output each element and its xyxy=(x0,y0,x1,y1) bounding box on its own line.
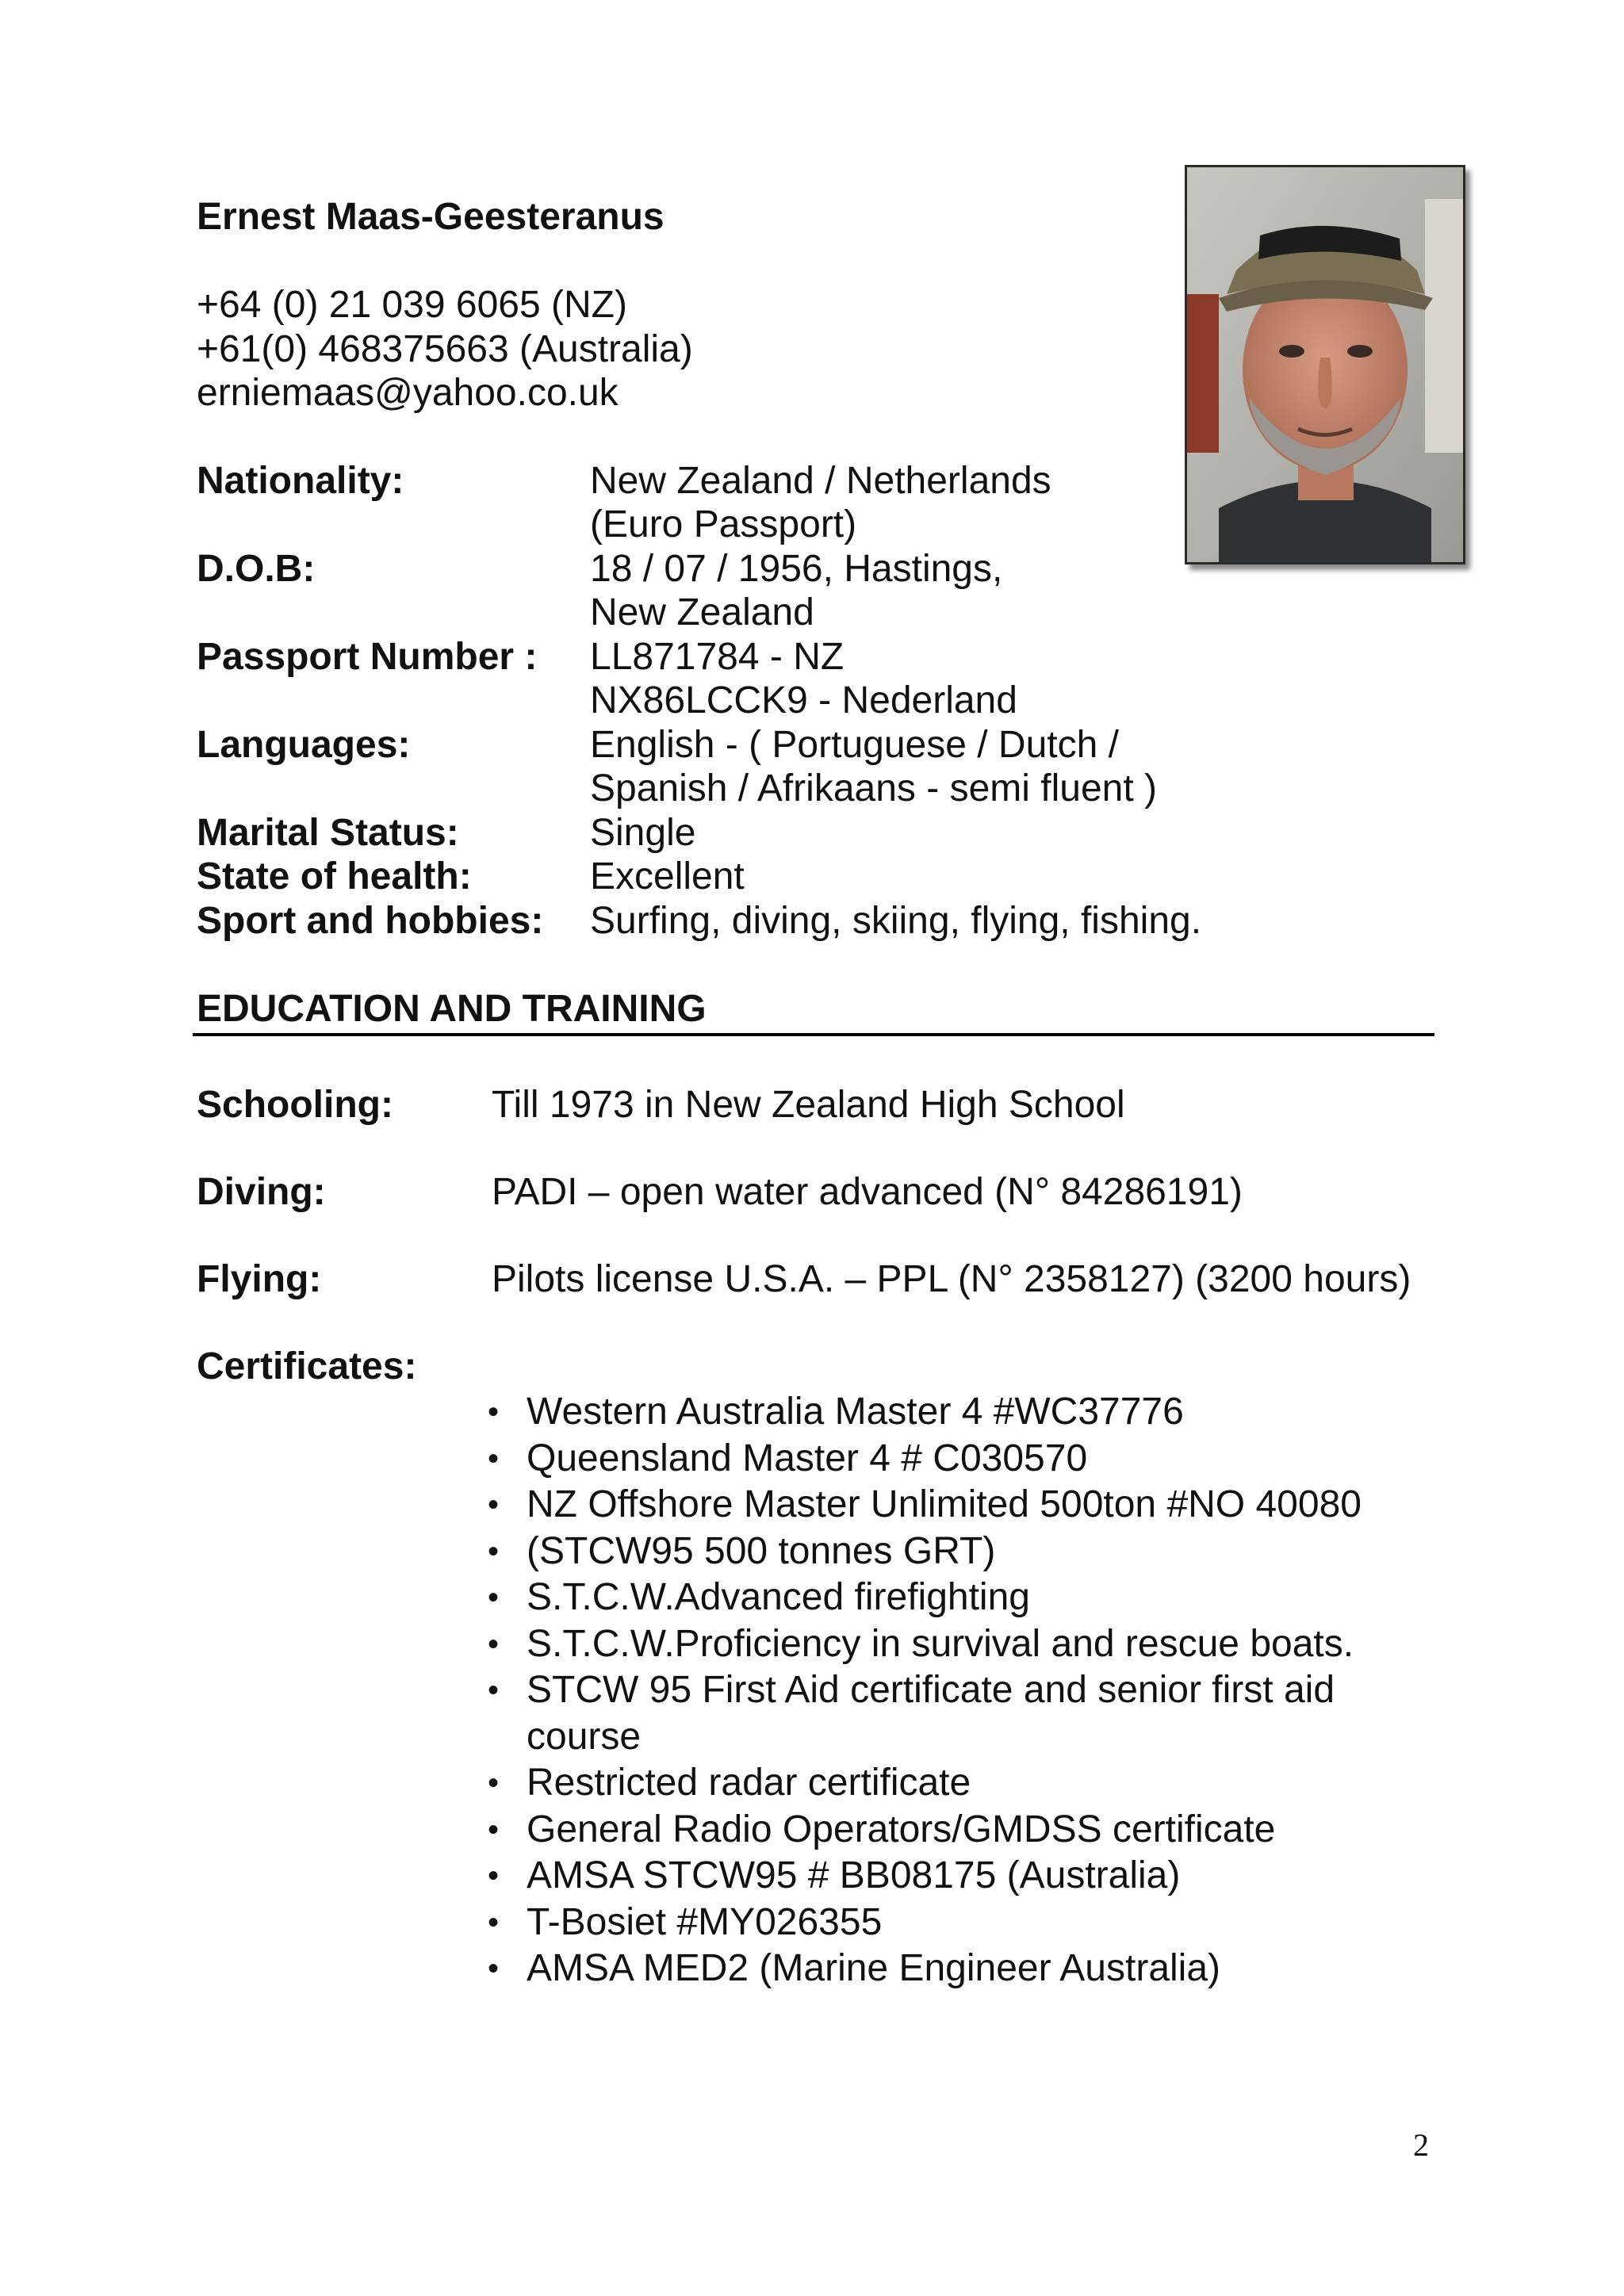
bullet-icon: • xyxy=(488,1395,500,1429)
nationality-value-cont: (Euro Passport) xyxy=(590,503,857,545)
certificate-text: S.T.C.W.Advanced firefighting xyxy=(527,1576,1030,1618)
email: erniemaas@yahoo.co.uk xyxy=(197,372,619,414)
passport-value: LL871784 - NZ xyxy=(590,636,845,678)
passport-label: Passport Number : xyxy=(197,636,538,678)
certificate-text: (STCW95 500 tonnes GRT) xyxy=(527,1529,996,1572)
bullet-icon: • xyxy=(488,1580,500,1615)
certificate-text: AMSA STCW95 # BB08175 (Australia) xyxy=(527,1854,1181,1896)
bullet-icon: • xyxy=(488,1951,500,1986)
certificate-text: Restricted radar certificate xyxy=(527,1762,971,1804)
certificate-item xyxy=(488,1667,1438,1760)
languages-label: Languages: xyxy=(197,724,411,766)
portrait-image xyxy=(1187,167,1463,562)
certificates-label: Certificates: xyxy=(197,1345,417,1387)
bullet-icon: • xyxy=(488,1812,500,1847)
schooling-label: Schooling: xyxy=(197,1084,393,1126)
dob-label: D.O.B: xyxy=(197,548,316,590)
nationality-label: Nationality: xyxy=(197,460,404,502)
certificate-text: General Radio Operators/GMDSS certificate xyxy=(527,1808,1276,1850)
diving-label: Diving: xyxy=(197,1171,326,1213)
certificate-text: AMSA MED2 (Marine Engineer Australia) xyxy=(527,1947,1221,1989)
certificate-item xyxy=(488,1621,1455,1668)
marital-label: Marital Status: xyxy=(197,812,459,854)
hobbies-label: Sport and hobbies: xyxy=(197,900,544,942)
certificate-item xyxy=(488,1807,1455,1854)
certificate-item xyxy=(488,1760,1455,1807)
certificate-item xyxy=(488,1436,1455,1483)
certificate-item xyxy=(488,1946,1455,1992)
health-value: Excellent xyxy=(590,855,745,897)
certificate-item xyxy=(488,1575,1455,1621)
languages-value: English - ( Portuguese / Dutch / xyxy=(590,724,1119,766)
certificate-item xyxy=(488,1389,1455,1436)
marital-value: Single xyxy=(590,812,696,854)
heading-rule xyxy=(193,1033,1434,1036)
certificate-item xyxy=(488,1853,1455,1900)
hobbies-value: Surfing, diving, skiing, flying, fishing. xyxy=(590,900,1202,942)
phone-au: +61(0) 468375663 (Australia) xyxy=(197,328,693,370)
profile-photo xyxy=(1185,165,1465,564)
dob-value: 18 / 07 / 1956, Hastings, xyxy=(590,548,1003,590)
bullet-icon: • xyxy=(488,1487,500,1522)
bullet-icon: • xyxy=(488,1766,500,1800)
certificate-item xyxy=(488,1482,1455,1529)
nationality-value: New Zealand / Netherlands xyxy=(590,460,1051,502)
bullet-icon: • xyxy=(488,1533,500,1569)
bullet-icon: • xyxy=(488,1673,500,1708)
bullet-icon: • xyxy=(488,1441,500,1476)
certificate-text: S.T.C.W.Proficiency in survival and rescue boats. xyxy=(527,1622,1354,1665)
bullet-icon: • xyxy=(488,1626,500,1662)
schooling-value: Till 1973 in New Zealand High School xyxy=(492,1084,1125,1126)
certificate-text: T-Bosiet #MY026355 xyxy=(527,1900,883,1943)
bullet-icon: • xyxy=(488,1904,500,1940)
person-name: Ernest Maas-Geesteranus xyxy=(197,196,665,238)
flying-label: Flying: xyxy=(197,1258,322,1300)
certificate-text: STCW 95 First Aid certificate and senior first aid course xyxy=(527,1669,1335,1758)
certificates-list xyxy=(488,1389,1455,1992)
passport-value-cont: NX86LCCK9 - Nederland xyxy=(590,679,1017,721)
diving-value: PADI – open water advanced (N° 84286191) xyxy=(492,1171,1243,1213)
page-number: 2 xyxy=(1413,2127,1429,2163)
languages-value-cont: Spanish / Afrikaans - semi fluent ) xyxy=(590,767,1157,809)
education-heading: EDUCATION AND TRAINING xyxy=(197,988,707,1030)
certificate-text: NZ Offshore Master Unlimited 500ton #NO 40080 xyxy=(527,1483,1362,1525)
certificate-text: Queensland Master 4 # C030570 xyxy=(527,1437,1088,1479)
certificate-text: Western Australia Master 4 #WC37776 xyxy=(527,1391,1184,1433)
phone-nz: +64 (0) 21 039 6065 (NZ) xyxy=(197,284,627,326)
dob-value-cont: New Zealand xyxy=(590,591,814,633)
bullet-icon: • xyxy=(488,1858,500,1893)
certificate-item xyxy=(488,1529,1455,1575)
health-label: State of health: xyxy=(197,855,472,897)
flying-value: Pilots license U.S.A. – PPL (N° 2358127) (3200 hours) xyxy=(492,1258,1411,1300)
certificate-item xyxy=(488,1900,1455,1946)
